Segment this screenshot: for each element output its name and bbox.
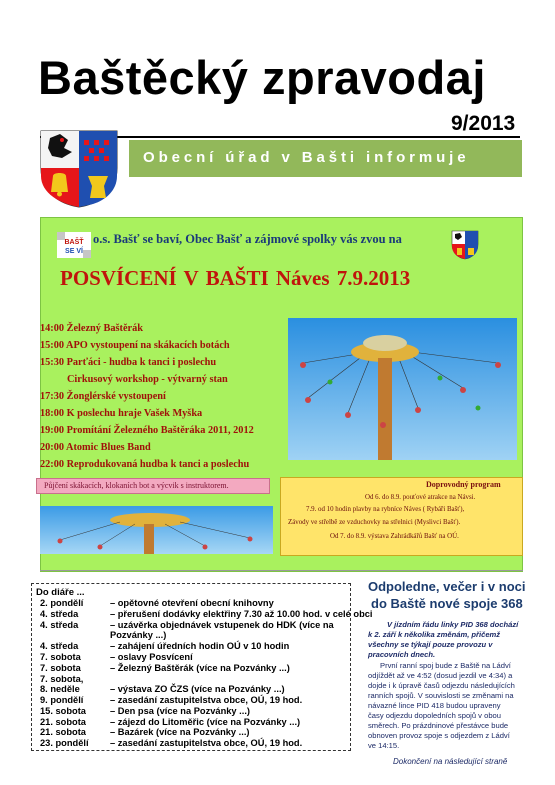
diary-text: Pozvánky ...)	[110, 630, 167, 640]
diary-day: 4. středa	[40, 609, 79, 619]
program-item: 15:00 APO vystoupení na skákacích botách	[40, 340, 230, 351]
bus-article-title	[368, 578, 526, 612]
continued-note: Dokončení na následující straně	[393, 757, 508, 766]
diary-day: 15. sobota	[40, 706, 86, 716]
diary-row	[40, 684, 285, 694]
diary-row	[40, 717, 300, 727]
diary-day: 2. pondělí	[40, 598, 84, 608]
coat-of-arms-icon	[38, 128, 120, 208]
diary-heading: Do diáře ...	[36, 587, 85, 598]
bus-article-line: První ranní spoj bude z Baště na Ládví	[380, 661, 511, 670]
carousel-photo	[288, 318, 517, 460]
diary-day: 21. sobota	[40, 727, 86, 737]
accompanying-program-line: Závody ve střelbě ze vzduchovky na střelnici (Myslivci Bašť).	[288, 519, 461, 526]
program-item: 19:00 Promítání Železného Baštěráka 2011, 2012	[40, 425, 254, 436]
diary-text: – zasedání zastupitelstva obce, OÚ, 19 hod.	[110, 738, 303, 748]
newsletter-title: Baštěcký zpravodaj	[38, 51, 486, 104]
bus-article-title-line: do Baště nové spoje 368	[371, 596, 523, 611]
diary-day: 23. pondělí	[40, 738, 89, 748]
diary-text: – opětovné otevření obecní knihovny	[110, 598, 274, 608]
diary-day: 4. středa	[40, 620, 79, 630]
accompanying-program-line: Od 7. do 8.9. výstava Zahrádkářů Bašť na OÚ.	[330, 533, 459, 540]
diary-row	[40, 641, 289, 651]
carousel-photo-strip	[40, 506, 273, 554]
diary-day: 7. sobota,	[40, 674, 84, 684]
bus-article-line: návazné lince PID 418 budou upraveny	[368, 701, 501, 710]
program-item: Cirkusový workshop - výtvarný stan	[67, 374, 228, 385]
diary-row	[40, 630, 166, 640]
bus-article-line: k 2. září k několika změnám, přičemž	[368, 630, 501, 639]
bus-article-line: ve 14:15.	[368, 741, 400, 750]
small-coat-of-arms-icon	[451, 230, 479, 260]
bus-article-line: směrech. Po prázdninové přestávce bude	[368, 721, 509, 730]
diary-text: – zahájení úředních hodin OÚ v 10 hodin	[110, 641, 290, 651]
diary-row	[40, 598, 274, 608]
accompanying-program-line: 7.9. od 10 hodin plavby na rybníce Náves ( Rybáři Bašť),	[306, 506, 465, 513]
diary-text: – Železný Baštěrák (více na Pozvánky ...)	[110, 663, 290, 673]
diary-row	[40, 706, 250, 716]
diary-row	[40, 620, 334, 630]
bus-article-line: časy odjezdu dopoledních spojů v obou	[368, 711, 501, 720]
invitation-text: o.s. Bašť se baví, Obec Bašť a zájmové spolky vás zvou na	[93, 232, 402, 246]
diary-row	[40, 738, 302, 748]
diary-day: 4. středa	[40, 641, 79, 651]
subtitle: Obecní úřad v Bašti informuje	[143, 149, 470, 166]
section-divider	[40, 570, 523, 571]
bus-article-line: obnoven provoz spoje s odjezdem z Ládví	[368, 731, 510, 740]
diary-day: 8. neděle	[40, 684, 80, 694]
diary-day: 21. sobota	[40, 717, 86, 727]
bus-article-title-line: Odpoledne, večer i v noci	[368, 579, 526, 594]
program-item: 18:00 K poslechu hraje Vašek Myška	[40, 408, 203, 419]
svg-text:SE VÍ: SE VÍ	[65, 248, 83, 255]
accompanying-program-line: Od 6. do 8.9. pouťové atrakce na Návsi.	[365, 494, 476, 501]
diary-day: 9. pondělí	[40, 695, 84, 705]
diary-row	[40, 663, 290, 673]
diary-text: – uzávěrka objednávek vstupenek do HDK (více na	[110, 620, 334, 630]
bus-article-line: V jízdním řádu linky PID 368 dochází	[387, 620, 519, 629]
program-item: 15:30 Parťáci - hudba k tanci i poslechu	[40, 357, 217, 368]
diary-row	[40, 609, 373, 619]
rental-note: Půjčení skákacích, klokaních bot a výcvik s instruktorem.	[44, 481, 229, 490]
diary-text: – přerušení dodávky elektřiny 7.30 až 10.00 hod. v celé obci	[110, 609, 373, 619]
svg-text:BAŠŤ: BAŠŤ	[64, 239, 84, 246]
diary-day: 7. sobota	[40, 663, 81, 673]
program-item: 20:00 Atomic Blues Band	[40, 442, 151, 453]
diary-text: – Den psa (více na Pozvánky ...)	[110, 706, 251, 716]
program-item: 14:00 Železný Baštěrák	[40, 323, 143, 334]
bus-article-line: ranních spojů. V souvislosti se změnami na	[368, 691, 514, 700]
bus-article-line: odjíždět až ve 4:52 (dosud jezdil ve 4:34) a	[368, 671, 513, 680]
diary-text: – oslavy Posvícení	[110, 652, 193, 662]
diary-row	[40, 652, 193, 662]
diary-text: – Bazárek (více na Pozvánky ...)	[110, 727, 250, 737]
event-title: POSVÍCENÍ V BAŠTI Náves 7.9.2013	[60, 266, 411, 290]
bus-article-line: pracovních dnech.	[368, 650, 436, 659]
bast-se-vi-logo	[57, 232, 91, 258]
diary-day: 7. sobota	[40, 652, 81, 662]
diary-row	[40, 727, 250, 737]
diary-text: – výstava ZO ČZS (více na Pozvánky ...)	[110, 684, 285, 694]
bus-article-line: dojde i k úpravě časů odjezdu následujících	[368, 681, 515, 690]
program-item: 17:30 Žonglérské vystoupení	[40, 391, 166, 402]
diary-row	[40, 674, 110, 684]
diary-row	[40, 695, 302, 705]
bus-article-line: všechny se týkají pouze provozu v	[368, 640, 493, 649]
diary-text: – zájezd do Litoměřic (více na Pozvánky ...)	[110, 717, 301, 727]
issue-number: 9/2013	[451, 112, 516, 135]
program-item: 22:00 Reprodukovaná hudba k tanci a poslechu	[40, 459, 250, 470]
accompanying-program-title: Doprovodný program	[426, 480, 501, 489]
diary-text: – zasedání zastupitelstva obce, OÚ, 19 hod.	[110, 695, 303, 705]
